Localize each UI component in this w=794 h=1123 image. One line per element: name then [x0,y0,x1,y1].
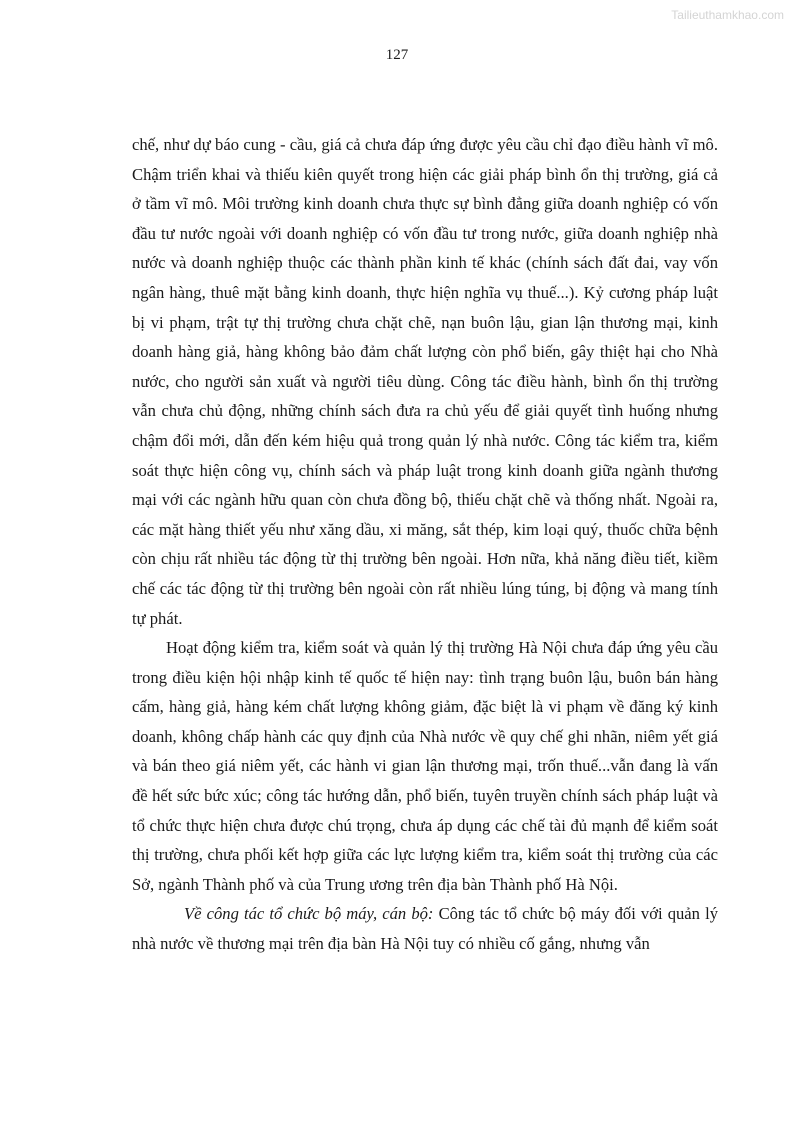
page-number: 127 [385,47,409,63]
watermark: Tailieuthamkhao.com [671,8,784,22]
paragraph-2: Hoạt động kiểm tra, kiểm soát và quản lý thị trường Hà Nội chưa đáp ứng yêu cầu trong điều kiện hội nhập kinh tế quốc tế hiện nay: tình trạng buôn lậu, buôn bán hàng cấm, hàng giả, hàng kém chất lượng không giảm, đặc biệt là vi phạm về đăng ký kinh doanh, không chấp hành các quy định của Nhà nước về quy chế ghi nhãn, niêm yết giá và bán theo giá niêm yết, các hành vi gian lận thương mại, trốn thuế...vẫn đang là vấn đề hết sức bức xúc; công tác hướng dẫn, phổ biến, tuyên truyền chính sách pháp luật và tổ chức thực hiện chưa được chú trọng, chưa áp dụng các chế tài đủ mạnh để kiểm soát thị trường, chưa phối kết hợp giữa các lực lượng kiểm tra, kiểm soát thị trường của các Sở, ngành Thành phố và của Trung ương trên địa bàn Thành phố Hà Nội. [132,638,718,894]
section-lead-italic: Về công tác tổ chức bộ máy, cán bộ: [184,904,434,924]
paragraph-3-text: Công tác tổ chức bộ máy đối với quản lý nhà nước về thương mại trên địa bàn Hà Nội tuy có nhiều cố gắng, nhưng vẫn [132,904,718,954]
document-body [132,130,718,959]
paragraph-3 [132,899,718,958]
paragraph-1: chế, như dự báo cung - cầu, giá cả chưa đáp ứng được yêu cầu chỉ đạo điều hành vĩ mô. Chậm triển khai và thiếu kiên quyết trong hiện các giải pháp bình ổn thị trường, giá cả ở tầm vĩ mô. Môi trường kinh doanh chưa thực sự bình đẳng giữa doanh nghiệp có vốn đầu tư nước ngoài với doanh nghiệp có vốn đầu tư trong nước, giữa doanh nghiệp nhà nước và doanh nghiệp thuộc các thành phần kinh tế khác (chính sách đất đai, vay vốn ngân hàng, thuê mặt bằng kinh doanh, thực hiện nghĩa vụ thuế...). Kỷ cương pháp luật bị vi phạm, trật tự thị trường chưa chặt chẽ, nạn buôn lậu, gian lận thương mại, kinh doanh hàng giả, hàng không bảo đảm chất lượng còn phổ biến, gây thiệt hại cho Nhà nước, cho người sản xuất và người tiêu dùng. Công tác điều hành, bình ổn thị trường vẫn chưa chủ động, những chính sách đưa ra chủ yếu để giải quyết tình huống nhưng chậm đổi mới, dẫn đến kém hiệu quả trong quản lý nhà nước. Công tác kiểm tra, kiểm soát thực hiện công vụ, chính sách và pháp luật trong kinh doanh giữa ngành thương mại với các ngành hữu quan còn chưa đồng bộ, thiếu chặt chẽ và thống nhất. Ngoài ra, các mặt hàng thiết yếu như xăng dầu, xi măng, sắt thép, kim loại quý, thuốc chữa bệnh còn chịu rất nhiều tác động từ thị trường bên ngoài. Hơn nữa, khả năng điều tiết, kiềm chế các tác động từ thị trường bên ngoài còn rất nhiều lúng túng, bị động và mang tính tự phát. [132,135,718,628]
